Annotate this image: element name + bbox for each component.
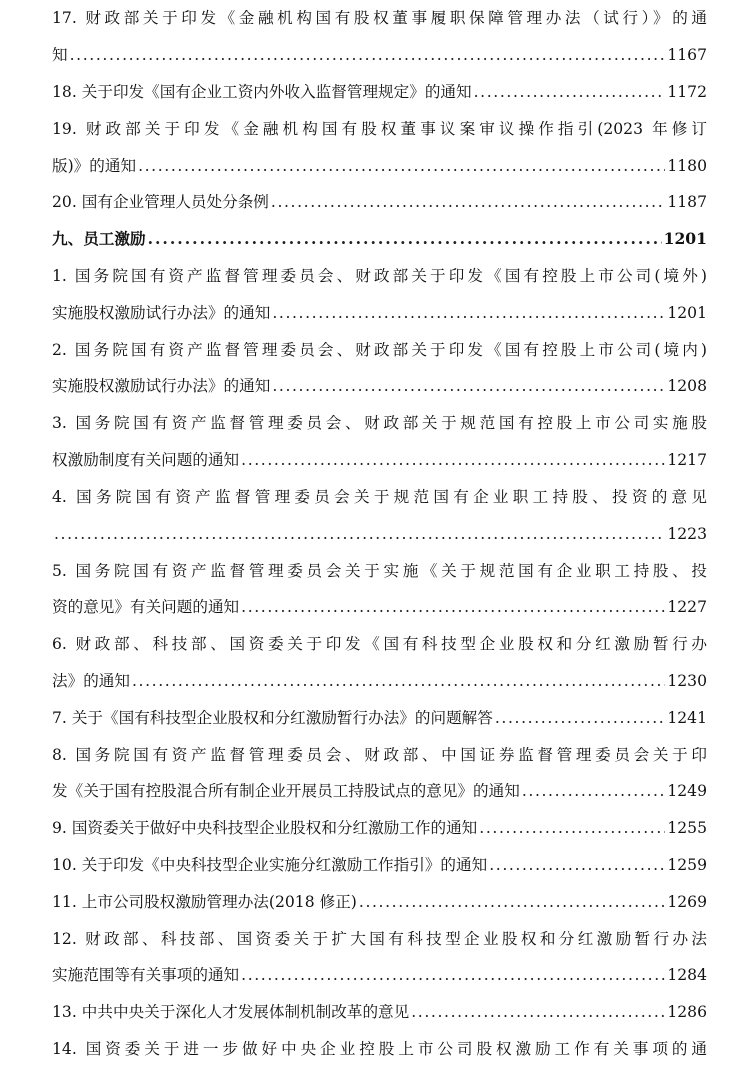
toc-section-heading[interactable] (52, 227, 707, 251)
section-title: 九、员工激励 (52, 229, 146, 248)
page-number: 1241 (667, 709, 707, 727)
page-number: 1201 (663, 229, 707, 248)
toc-entry-6-line1[interactable]: 6. 财政部、科技部、国资委关于印发《国有科技型企业股权和分红激励暂行办 (52, 635, 707, 653)
toc-entry-8-line1[interactable]: 8. 国务院国有资产监督管理委员会、财政部、中国证券监督管理委员会关于印 (52, 746, 707, 764)
dot-leader (522, 779, 665, 803)
dot-leader (148, 227, 662, 251)
toc-entry-text: 权激励制度有关问题的通知 (52, 451, 240, 469)
page-number: 1230 (667, 672, 707, 690)
dot-leader (489, 853, 665, 877)
toc-entry-1-line1[interactable]: 1. 国务院国有资产监督管理委员会、财政部关于印发《国有控股上市公司(境外) (52, 267, 707, 285)
dot-leader (474, 80, 666, 104)
toc-entry-9[interactable] (52, 816, 707, 840)
toc-entry-20[interactable] (52, 190, 707, 214)
page-number: 1180 (667, 157, 707, 175)
dot-leader (272, 301, 665, 325)
toc-entry-3-line2[interactable] (52, 448, 707, 472)
dot-leader (495, 706, 665, 730)
dot-leader (271, 190, 665, 214)
toc-entry-4-line2[interactable] (52, 522, 707, 546)
toc-entry-5-line1[interactable]: 5. 国务院国有资产监督管理委员会关于实施《关于规范国有企业职工持股、投 (52, 562, 707, 580)
toc-entry-text: 18. 关于印发《国有企业工资内外收入监督管理规定》的通知 (52, 83, 472, 101)
toc-entry-text: 发《关于国有控股混合所有制企业开展员工持股试点的意见》的通知 (52, 782, 520, 800)
page-number: 1187 (667, 193, 707, 211)
page-number: 1227 (667, 598, 707, 616)
page-number: 1172 (667, 83, 707, 101)
toc-entry-text: 实施股权激励试行办法》的通知 (52, 304, 271, 322)
toc-entry-text: 9. 国资委关于做好中央科技型企业股权和分红激励工作的通知 (52, 819, 478, 837)
dot-leader (54, 522, 665, 546)
toc-entry-10[interactable] (52, 853, 707, 877)
toc-entry-text: 11. 上市公司股权激励管理办法(2018 修正) (52, 893, 357, 911)
toc-entry-12-line1[interactable]: 12. 财政部、科技部、国资委关于扩大国有科技型企业股权和分红激励暂行办法 (52, 930, 707, 948)
toc-entry-text: 实施股权激励试行办法》的通知 (52, 377, 271, 395)
toc-entry-text: 10. 关于印发《中央科技型企业实施分红激励工作指引》的通知 (52, 856, 488, 874)
page-number: 1201 (667, 304, 707, 322)
toc-entry-text: 知 (52, 46, 68, 64)
page-number: 1255 (667, 819, 707, 837)
dot-leader (479, 816, 665, 840)
toc-entry-text: 法》的通知 (52, 672, 130, 690)
toc-entry-8-line2[interactable] (52, 779, 707, 803)
toc-entry-17-line1[interactable]: 17. 财政部关于印发《金融机构国有股权董事履职保障管理办法（试行）》的通 (52, 9, 707, 27)
page-number: 1167 (667, 46, 707, 64)
toc-entry-text: 13. 中共中央关于深化人才发展体制机制改革的意见 (52, 1003, 410, 1021)
toc-entry-1-line2[interactable] (52, 301, 707, 325)
dot-leader (241, 448, 665, 472)
toc-entry-17-line2[interactable] (52, 43, 707, 67)
dot-leader (241, 595, 665, 619)
toc-entry-text: 20. 国有企业管理人员处分条例 (52, 193, 269, 211)
page-number: 1269 (667, 893, 707, 911)
dot-leader (138, 154, 665, 178)
page-number: 1208 (667, 377, 707, 395)
toc-entry-7[interactable] (52, 706, 707, 730)
page-number: 1286 (667, 1003, 707, 1021)
page-number: 1249 (667, 782, 707, 800)
dot-leader (241, 963, 665, 987)
toc-entry-2-line2[interactable] (52, 374, 707, 398)
dot-leader (272, 374, 665, 398)
toc-entry-2-line1[interactable]: 2. 国务院国有资产监督管理委员会、财政部关于印发《国有控股上市公司(境内) (52, 341, 707, 359)
dot-leader (132, 669, 665, 693)
toc-entry-text: 版)》的通知 (52, 157, 137, 175)
toc-entry-4-line1[interactable]: 4. 国务院国有资产监督管理委员会关于规范国有企业职工持股、投资的意见 (52, 488, 707, 506)
page-number: 1259 (667, 856, 707, 874)
toc-entry-19-line1[interactable]: 19. 财政部关于印发《金融机构国有股权董事议案审议操作指引(2023 年修订 (52, 120, 707, 138)
toc-entry-text: 资的意见》有关问题的通知 (52, 598, 240, 616)
toc-entry-3-line1[interactable]: 3. 国务院国有资产监督管理委员会、财政部关于规范国有控股上市公司实施股 (52, 414, 707, 432)
dot-leader (411, 1000, 665, 1024)
toc-entry-11[interactable] (52, 890, 707, 914)
toc-entry-13[interactable] (52, 1000, 707, 1024)
toc-entry-14-line1[interactable]: 14. 国资委关于进一步做好中央企业控股上市公司股权激励工作有关事项的通 (52, 1040, 707, 1058)
page-number: 1284 (667, 966, 707, 984)
dot-leader (70, 43, 666, 67)
page-number: 1223 (667, 525, 707, 543)
toc-entry-5-line2[interactable] (52, 595, 707, 619)
toc-entry-text: 7. 关于《国有科技型企业股权和分红激励暂行办法》的问题解答 (52, 709, 493, 727)
page-number: 1217 (667, 451, 707, 469)
dot-leader (359, 890, 665, 914)
toc-entry-6-line2[interactable] (52, 669, 707, 693)
toc-entry-12-line2[interactable] (52, 963, 707, 987)
toc-entry-text: 实施范围等有关事项的通知 (52, 966, 240, 984)
toc-entry-18[interactable] (52, 80, 707, 104)
toc-entry-19-line2[interactable] (52, 154, 707, 178)
